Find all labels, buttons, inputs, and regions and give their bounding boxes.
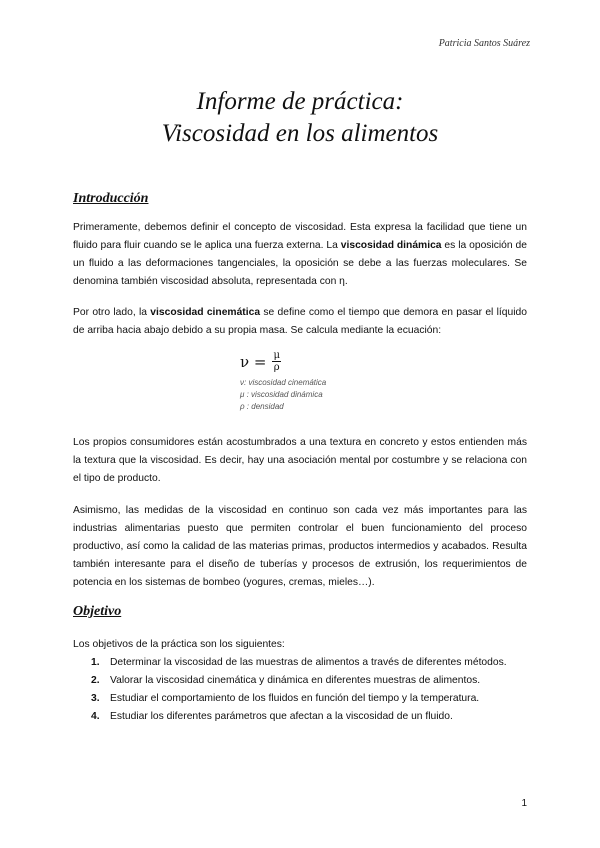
list-item [91,672,527,689]
title-line-1: Informe de práctica: [196,88,404,115]
list-item-number: 4. [91,711,100,722]
text-span: Primeramente, debemos definir el concepto de viscosidad. Esta expresa la facilidad que tiene un fluido para fluir cuando se le aplica una fuerza externa. La [73,222,527,251]
objetivos-list [91,654,527,726]
list-item [91,708,527,725]
document-title [0,86,600,150]
bold-term: viscosidad cinemática [150,307,261,318]
list-item [91,690,527,707]
list-item-number: 1. [91,657,100,668]
title-line-2: Viscosidad en los alimentos [161,120,439,147]
fraction-denominator: ρ [273,362,280,373]
bold-term: viscosidad dinámica [340,240,442,251]
list-item [91,654,527,671]
paragraph-consumidores: Los propios consumidores están acostumbrados a una textura en concreto y estos entienden más la textura que la viscosidad. Es decir, hay una asociación mental por costumbre y se relaciona con el tipo de producto. [73,437,527,484]
text-span: Por otro lado, la [73,307,151,318]
fraction-numerator: μ [273,350,280,361]
legend-line: ρ : densidad [240,402,284,411]
header-author: Patricia Santos Suárez [438,38,530,49]
paragraph-viscosidad-dinamica [73,219,527,291]
list-item-text: Estudiar el comportamiento de los fluidos en función del tiempo y la temperatura. [110,693,480,704]
formula-block [240,350,380,413]
page-number: 1 [521,798,527,809]
list-item-number: 3. [91,693,100,704]
list-item-text: Estudiar los diferentes parámetros que afectan a la viscosidad de un fluido. [110,711,453,722]
legend-line: μ : viscosidad dinámica [240,390,323,399]
paragraph-viscosidad-cinematica [73,304,527,340]
text-span: se define como el tiempo que demora en pasar el líquido de arriba hacia abajo debido a su propia masa. Se calcula mediante la ecuación: [73,307,527,336]
legend-line: ν: viscosidad cinemática [240,378,327,387]
section-heading-objetivo: Objetivo [73,604,122,619]
text-span: es la oposición de un fluido a las deformaciones tangenciales, la oposición se debe a las fuerzas moleculares. Se denomina también viscosidad absoluta, representada con η. [73,240,527,287]
list-item-text: Determinar la viscosidad de las muestras de alimentos a través de diferentes métodos. [110,657,507,668]
equation-lhs: ν = [240,352,267,371]
fraction [272,350,281,373]
list-item-text: Valorar la viscosidad cinemática y dinámica en diferentes muestras de alimentos. [110,675,481,686]
paragraph-medidas-continuo: Asimismo, las medidas de la viscosidad en continuo son cada vez más importantes para las industrias alimentarias puesto que permiten controlar el buen funcionamiento del proceso productivo, así como la calidad de las materias primas, productos intermedios y acabados. Resulta también interesante para el diseño de tuberías y procesos de extrusión, los requerimientos de potencia en los sistemas de bombeo (yogures, cremas, mieles…). [73,505,527,588]
section-heading-introduccion: Introducción [73,191,149,206]
objetivo-intro: Los objetivos de la práctica son los siguientes: [73,639,285,650]
formula-legend [240,377,380,413]
equation [240,350,380,373]
list-item-number: 2. [91,675,100,686]
